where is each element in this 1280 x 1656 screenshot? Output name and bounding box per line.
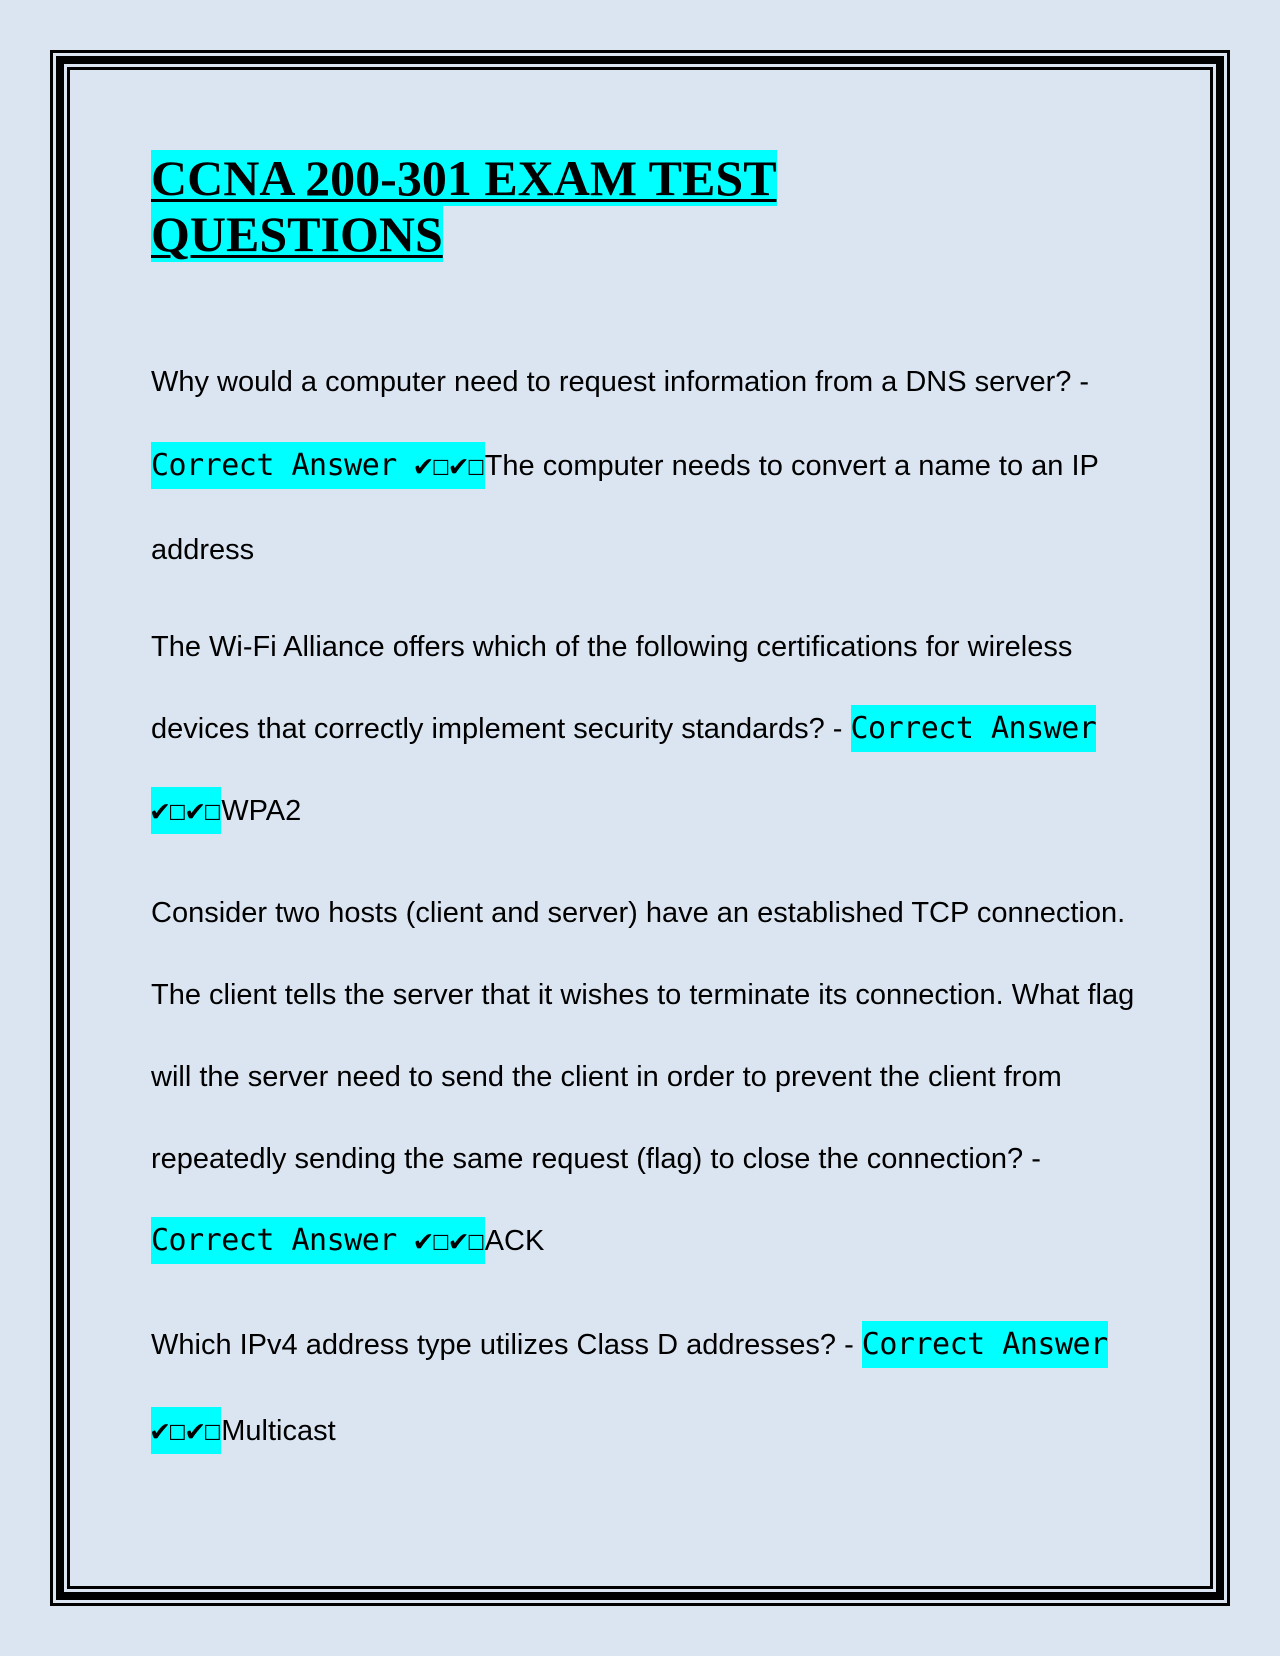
qa-item [151,340,1141,592]
answer-text: Multicast [221,1415,336,1447]
correct-answer-marker: Correct Answer ✔☐✔☐ [151,1217,485,1264]
correct-answer-marker: Correct Answer ✔☐✔☐ [151,705,1096,834]
document-content [151,150,1141,1474]
document-title [151,150,1141,262]
question-text: Consider two hosts (client and server) have an established TCP connection. The client tells the server that it wishes to terminate its connection. What flag will the server need to send the client in order to prevent the client from repeatedly sending the same request (flag) to close the connection? - [151,897,1135,1175]
correct-answer-marker: Correct Answer ✔☐✔☐ [151,1321,1108,1454]
qa-item [151,606,1141,852]
title-line-1: CCNA 200-301 EXAM TEST [151,150,777,206]
correct-answer-marker: Correct Answer ✔☐✔☐ [151,442,485,489]
question-text: Why would a computer need to request information from a DNS server? - [151,366,1090,398]
qa-item [151,1302,1141,1474]
question-text: The Wi-Fi Alliance offers which of the following certifications for wireless devices that correctly implement security standards? - [151,631,1073,745]
title-line-2: QUESTIONS [151,206,443,262]
answer-text: ACK [484,1225,545,1257]
answer-text: WPA2 [221,795,302,827]
qa-item [151,872,1141,1282]
answer-text: The computer needs to convert a name to an IP address [151,450,1099,566]
question-text: Which IPv4 address type utilizes Class D addresses? - [151,1329,862,1361]
